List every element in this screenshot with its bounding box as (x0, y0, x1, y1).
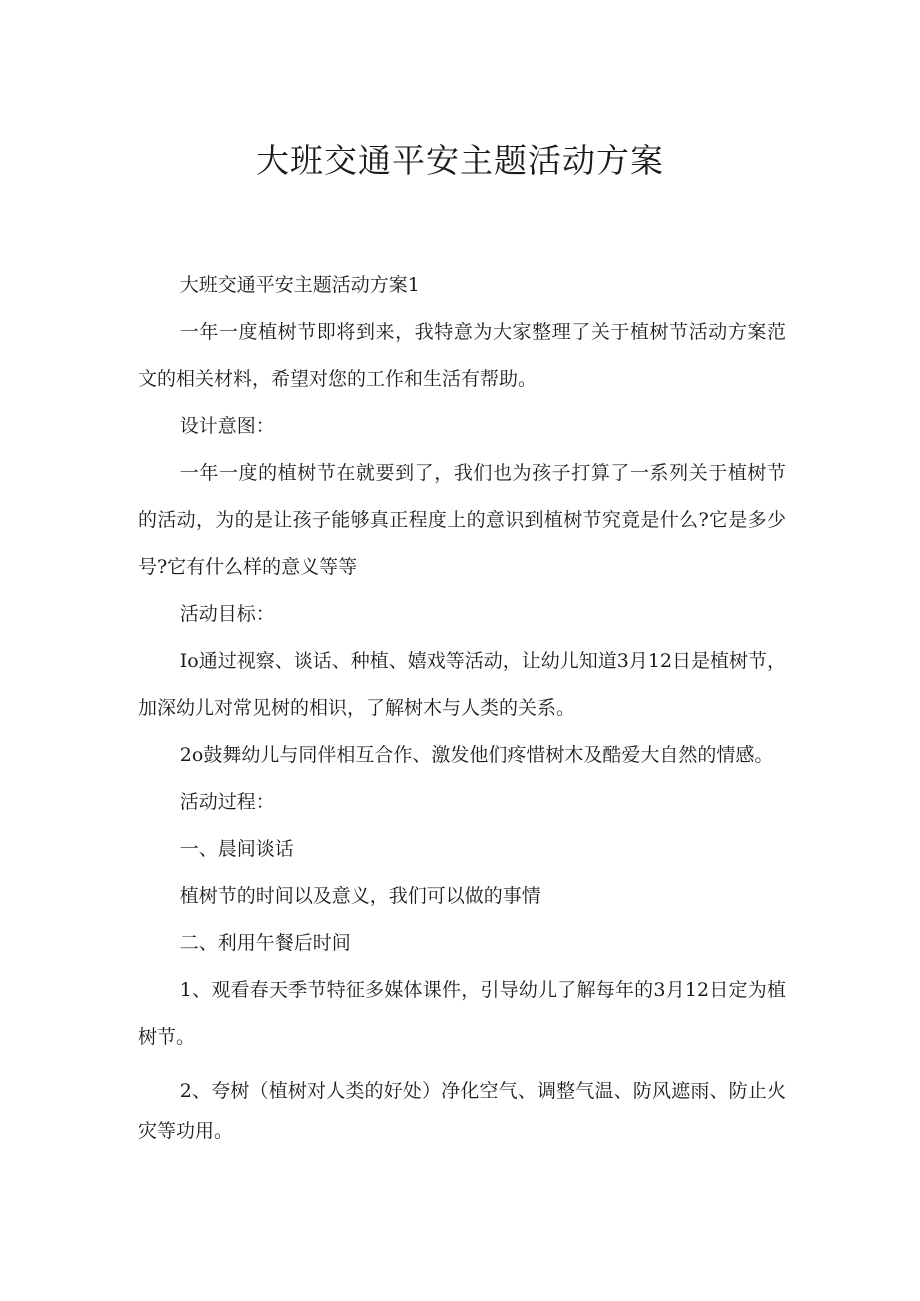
paragraph-intro: 一年一度植树节即将到来，我特意为大家整理了关于植树节活动方案范文的相关材料，希望对您的工作和生活有帮助。 (138, 321, 786, 390)
paragraph-heading-1: 大班交通平安主题活动方案1 (179, 274, 420, 296)
paragraph-design-intent-label: 设计意图： (179, 415, 275, 437)
paragraph-step-1: 一、晨间谈话 (179, 838, 294, 860)
document-title: 大班交通平安主题活动方案 (256, 141, 664, 180)
paragraph-step-1-detail: 植树节的时间以及意义，我们可以做的事情 (179, 885, 541, 907)
document-body (138, 262, 786, 1151)
paragraph-step-2: 二、利用午餐后时间 (179, 932, 351, 954)
paragraph-step-2-item-1: 1、观看春天季节特征多媒体课件，引导幼儿了解每年的3月12日定为植树节。 (138, 979, 786, 1048)
paragraph-step-2-item-2: 2、夸树（植树对人类的好处）净化空气、调整气温、防风遮雨、防止火灾等功用。 (138, 1080, 786, 1142)
paragraph-process-label: 活动过程： (179, 791, 275, 813)
paragraph-goal-1: Io通过视察、谈话、种植、嬉戏等活动，让幼儿知道3月12日是植树节，加深幼儿对常见树的相识，了解树木与人类的关系。 (138, 650, 787, 719)
paragraph-design-intent: 一年一度的植树节在就要到了，我们也为孩子打算了一系列关于植树节的活动，为的是让孩子能够真正程度上的意识到植树节究竟是什么?它是多少号?它有什么样的意义等等 (138, 462, 786, 578)
paragraph-goals-label: 活动目标： (179, 603, 275, 625)
paragraph-goal-2: 2o鼓舞幼儿与同伴相互合作、激发他们疼惜树木及酷爱大自然的情感。 (179, 744, 774, 766)
